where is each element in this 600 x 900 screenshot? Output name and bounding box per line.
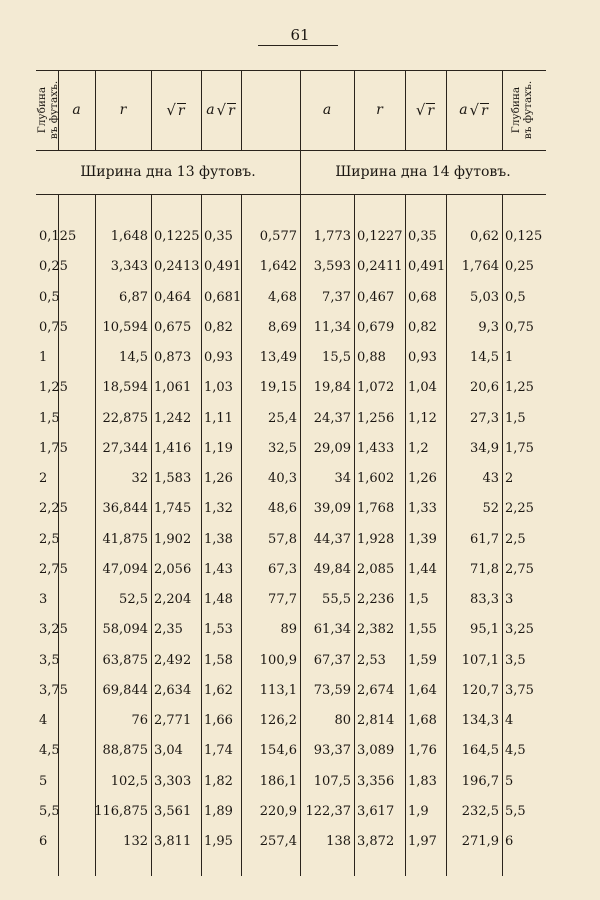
cell-depth-left: 0,75 bbox=[39, 319, 68, 335]
cell-r-left: 2,204 bbox=[154, 592, 192, 607]
cell-a-right: 122,37 bbox=[305, 803, 351, 819]
cell-r-right: 3,617 bbox=[357, 803, 395, 819]
cell-r-left: 2,771 bbox=[154, 713, 192, 728]
cell-a-sqrt-r-right: 95,1 bbox=[470, 622, 499, 638]
cell-a-left: 6,87 bbox=[119, 289, 148, 305]
cell-sqrt-r-right: 1,2 bbox=[408, 440, 429, 456]
cell-sqrt-r-right: 1,68 bbox=[408, 713, 437, 728]
cell-r-right: 3,356 bbox=[357, 773, 395, 789]
cell-sqrt-r-right: 1,5 bbox=[408, 592, 429, 607]
cell-a-left: 36,844 bbox=[102, 501, 148, 517]
cell-sqrt-r-left: 1,32 bbox=[204, 501, 233, 517]
cell-a-right: 1,773 bbox=[313, 229, 351, 244]
cell-sqrt-r-left: 0,93 bbox=[204, 350, 233, 365]
cell-a-sqrt-r-left: 1,642 bbox=[259, 259, 297, 275]
cell-a-sqrt-r-left: 89 bbox=[280, 622, 297, 638]
cell-depth-left: 3,5 bbox=[39, 652, 60, 668]
cell-a-left: 58,094 bbox=[102, 622, 148, 638]
cell-depth-right: 3 bbox=[505, 592, 514, 607]
data-table bbox=[36, 70, 546, 876]
cell-a-right: 61,34 bbox=[313, 622, 351, 638]
cell-sqrt-r-left: 1,82 bbox=[204, 773, 233, 789]
cell-a-left: 14,5 bbox=[119, 350, 148, 365]
cell-depth-left: 1,25 bbox=[39, 380, 68, 396]
cell-a-left: 69,844 bbox=[102, 682, 148, 698]
cell-a-sqrt-r-left: 48,6 bbox=[268, 501, 297, 517]
cell-r-right: 2,53 bbox=[357, 652, 386, 668]
cell-depth-right: 5,5 bbox=[505, 803, 526, 819]
cell-depth-left: 3,75 bbox=[39, 682, 68, 698]
table-row bbox=[36, 585, 546, 615]
cell-depth-left: 2,75 bbox=[39, 561, 68, 577]
cell-sqrt-r-left: 1,74 bbox=[204, 743, 233, 759]
cell-sqrt-r-left: 1,53 bbox=[204, 622, 233, 638]
cell-a-left: 41,875 bbox=[102, 531, 148, 547]
cell-r-right: 0,2411 bbox=[357, 259, 403, 275]
table-row bbox=[36, 525, 546, 555]
cell-a-right: 55,5 bbox=[322, 592, 351, 607]
table-row bbox=[36, 464, 546, 494]
cell-depth-right: 2 bbox=[505, 471, 514, 486]
cell-sqrt-r-left: 0,491 bbox=[204, 259, 242, 275]
table-row bbox=[36, 222, 546, 252]
cell-depth-left: 0,5 bbox=[39, 289, 60, 305]
cell-a-right: 44,37 bbox=[313, 531, 351, 547]
table-row bbox=[36, 373, 546, 403]
cell-depth-right: 3,25 bbox=[505, 622, 534, 638]
cell-a-right: 24,37 bbox=[313, 410, 351, 426]
cell-r-left: 2,492 bbox=[154, 652, 192, 668]
table-row bbox=[36, 615, 546, 645]
cell-r-left: 0,2413 bbox=[154, 259, 200, 275]
header-r-right: r bbox=[376, 102, 383, 118]
cell-sqrt-r-right: 1,83 bbox=[408, 773, 437, 789]
cell-r-right: 1,602 bbox=[357, 471, 395, 486]
cell-sqrt-r-right: 1,64 bbox=[408, 682, 437, 698]
column-divider bbox=[241, 70, 242, 150]
cell-a-sqrt-r-left: 40,3 bbox=[268, 471, 297, 486]
cell-r-right: 2,382 bbox=[357, 622, 395, 638]
cell-sqrt-r-right: 1,55 bbox=[408, 622, 437, 638]
cell-a-sqrt-r-right: 232,5 bbox=[461, 803, 499, 819]
cell-a-left: 32 bbox=[131, 471, 148, 486]
header-r-left: r bbox=[119, 102, 127, 118]
cell-r-left: 2,35 bbox=[154, 622, 183, 638]
cell-depth-left: 6 bbox=[39, 834, 48, 849]
cell-depth-right: 1 bbox=[505, 350, 514, 365]
header-a-sqrt-r-right: a √ r bbox=[459, 101, 488, 119]
cell-sqrt-r-left: 1,11 bbox=[204, 410, 233, 426]
cell-depth-right: 2,5 bbox=[505, 531, 526, 547]
cell-depth-right: 3,75 bbox=[505, 682, 534, 698]
cell-a-sqrt-r-right: 20,6 bbox=[470, 380, 499, 396]
cell-a-right: 34 bbox=[334, 471, 351, 486]
cell-a-sqrt-r-left: 4,68 bbox=[268, 289, 297, 305]
cell-a-sqrt-r-right: 107,1 bbox=[461, 652, 499, 668]
table-row bbox=[36, 313, 546, 343]
header-a-right: a bbox=[322, 102, 332, 118]
cell-a-sqrt-r-right: 43 bbox=[482, 471, 499, 486]
cell-r-left: 2,634 bbox=[154, 682, 192, 698]
header-depth-right: Глубина въ футахъ. bbox=[510, 80, 534, 140]
cell-a-sqrt-r-left: 186,1 bbox=[259, 773, 297, 789]
cell-a-sqrt-r-right: 1,764 bbox=[461, 259, 499, 275]
cell-a-right: 3,593 bbox=[313, 259, 351, 275]
cell-a-sqrt-r-right: 0,62 bbox=[470, 229, 499, 244]
cell-sqrt-r-right: 0,82 bbox=[408, 319, 437, 335]
cell-a-right: 67,37 bbox=[313, 652, 351, 668]
cell-r-left: 1,416 bbox=[154, 440, 192, 456]
cell-a-sqrt-r-right: 134,3 bbox=[461, 713, 499, 728]
cell-a-sqrt-r-left: 13,49 bbox=[259, 350, 297, 365]
cell-a-left: 10,594 bbox=[102, 319, 148, 335]
page-number: 61 bbox=[290, 26, 310, 44]
cell-a-sqrt-r-right: 196,7 bbox=[461, 773, 499, 789]
cell-r-left: 3,04 bbox=[154, 743, 183, 759]
table-row bbox=[36, 767, 546, 797]
table-row bbox=[36, 252, 546, 282]
cell-depth-left: 4 bbox=[39, 713, 48, 728]
cell-depth-left: 1,75 bbox=[39, 440, 68, 456]
cell-a-sqrt-r-left: 19,15 bbox=[259, 380, 297, 396]
cell-r-right: 0,1227 bbox=[357, 229, 403, 244]
cell-a-sqrt-r-left: 154,6 bbox=[259, 743, 297, 759]
table-row bbox=[36, 827, 546, 857]
cell-a-sqrt-r-right: 271,9 bbox=[461, 834, 499, 849]
cell-r-left: 3,303 bbox=[154, 773, 192, 789]
cell-r-right: 2,236 bbox=[357, 592, 395, 607]
cell-a-sqrt-r-left: 113,1 bbox=[259, 682, 297, 698]
cell-a-right: 49,84 bbox=[313, 561, 351, 577]
cell-a-sqrt-r-left: 257,4 bbox=[259, 834, 297, 849]
cell-sqrt-r-left: 1,48 bbox=[204, 592, 233, 607]
cell-sqrt-r-right: 1,76 bbox=[408, 743, 437, 759]
header-depth-left: Глубина въ футахъ. bbox=[36, 80, 60, 140]
cell-r-left: 1,061 bbox=[154, 380, 192, 396]
cell-sqrt-r-right: 1,33 bbox=[408, 501, 437, 517]
cell-a-sqrt-r-left: 67,3 bbox=[268, 561, 297, 577]
cell-sqrt-r-left: 1,03 bbox=[204, 380, 233, 396]
cell-r-right: 2,085 bbox=[357, 561, 395, 577]
cell-r-left: 0,464 bbox=[154, 289, 192, 305]
cell-a-sqrt-r-left: 57,8 bbox=[268, 531, 297, 547]
cell-a-sqrt-r-right: 83,3 bbox=[470, 592, 499, 607]
cell-a-sqrt-r-right: 71,8 bbox=[470, 561, 499, 577]
cell-a-left: 102,5 bbox=[110, 773, 148, 789]
cell-a-right: 29,09 bbox=[313, 440, 351, 456]
cell-depth-right: 1,75 bbox=[505, 440, 534, 456]
cell-r-right: 0,88 bbox=[357, 350, 386, 365]
cell-sqrt-r-right: 1,39 bbox=[408, 531, 437, 547]
cell-r-right: 1,433 bbox=[357, 440, 395, 456]
cell-sqrt-r-right: 1,59 bbox=[408, 652, 437, 668]
cell-sqrt-r-left: 1,58 bbox=[204, 652, 233, 668]
cell-depth-left: 0,25 bbox=[39, 259, 68, 275]
cell-depth-right: 3,5 bbox=[505, 652, 526, 668]
header-a-sqrt-r-left: a √ r bbox=[206, 101, 235, 119]
cell-depth-right: 4 bbox=[505, 713, 514, 728]
cell-sqrt-r-right: 0,491 bbox=[408, 259, 446, 275]
cell-depth-right: 1,25 bbox=[505, 380, 534, 396]
cell-r-right: 1,768 bbox=[357, 501, 395, 517]
section-title-13-feet: Ширина дна 13 футовъ. bbox=[80, 164, 256, 180]
cell-r-right: 3,089 bbox=[357, 743, 395, 759]
cell-r-right: 1,072 bbox=[357, 380, 395, 396]
page-number-rule bbox=[258, 45, 338, 46]
cell-r-left: 3,811 bbox=[154, 834, 192, 849]
cell-a-sqrt-r-left: 126,2 bbox=[259, 713, 297, 728]
table-section-rule bbox=[36, 194, 546, 195]
cell-sqrt-r-right: 0,93 bbox=[408, 350, 437, 365]
cell-depth-left: 2 bbox=[39, 471, 48, 486]
cell-a-right: 93,37 bbox=[313, 743, 351, 759]
cell-a-left: 88,875 bbox=[102, 743, 148, 759]
cell-a-right: 80 bbox=[334, 713, 351, 728]
cell-a-right: 39,09 bbox=[313, 501, 351, 517]
cell-depth-right: 5 bbox=[505, 773, 514, 789]
cell-sqrt-r-right: 0,68 bbox=[408, 289, 437, 305]
cell-depth-right: 0,125 bbox=[505, 229, 543, 244]
cell-depth-left: 5 bbox=[39, 773, 48, 789]
cell-a-right: 107,5 bbox=[313, 773, 351, 789]
cell-a-sqrt-r-right: 164,5 bbox=[461, 743, 499, 759]
cell-sqrt-r-right: 1,97 bbox=[408, 834, 437, 849]
cell-a-sqrt-r-left: 100,9 bbox=[259, 652, 297, 668]
cell-depth-left: 1,5 bbox=[39, 410, 60, 426]
header-sqrt-r-left: √ r bbox=[166, 101, 185, 119]
cell-r-left: 0,1225 bbox=[154, 229, 200, 244]
cell-sqrt-r-left: 1,89 bbox=[204, 803, 233, 819]
cell-a-sqrt-r-left: 77,7 bbox=[268, 592, 297, 607]
cell-sqrt-r-right: 0,35 bbox=[408, 229, 437, 244]
cell-a-left: 47,094 bbox=[102, 561, 148, 577]
cell-depth-right: 0,5 bbox=[505, 289, 526, 305]
cell-a-right: 15,5 bbox=[322, 350, 351, 365]
cell-a-sqrt-r-right: 61,7 bbox=[470, 531, 499, 547]
cell-a-left: 116,875 bbox=[94, 803, 148, 819]
cell-depth-left: 1 bbox=[39, 350, 48, 365]
cell-sqrt-r-left: 1,62 bbox=[204, 682, 233, 698]
cell-r-left: 2,056 bbox=[154, 561, 192, 577]
cell-a-sqrt-r-right: 9,3 bbox=[478, 319, 499, 335]
cell-depth-right: 2,75 bbox=[505, 561, 534, 577]
cell-a-sqrt-r-left: 0,577 bbox=[259, 229, 297, 244]
cell-sqrt-r-left: 0,681 bbox=[204, 289, 242, 305]
cell-depth-right: 1,5 bbox=[505, 410, 526, 426]
table-row bbox=[36, 706, 546, 736]
cell-r-right: 1,256 bbox=[357, 410, 395, 426]
cell-r-left: 3,561 bbox=[154, 803, 192, 819]
cell-a-sqrt-r-right: 5,03 bbox=[470, 289, 499, 305]
table-row bbox=[36, 555, 546, 585]
cell-a-left: 52,5 bbox=[119, 592, 148, 607]
cell-depth-right: 4,5 bbox=[505, 743, 526, 759]
cell-r-left: 0,675 bbox=[154, 319, 192, 335]
cell-a-left: 132 bbox=[123, 834, 148, 849]
cell-sqrt-r-left: 0,35 bbox=[204, 229, 233, 244]
cell-a-left: 76 bbox=[131, 713, 148, 728]
cell-a-left: 27,344 bbox=[102, 440, 148, 456]
cell-r-left: 1,902 bbox=[154, 531, 192, 547]
cell-a-sqrt-r-left: 32,5 bbox=[268, 440, 297, 456]
table-row bbox=[36, 343, 546, 373]
cell-sqrt-r-right: 1,9 bbox=[408, 803, 429, 819]
cell-depth-left: 0,125 bbox=[39, 229, 77, 244]
cell-a-sqrt-r-left: 220,9 bbox=[259, 803, 297, 819]
cell-sqrt-r-left: 1,26 bbox=[204, 471, 233, 486]
cell-depth-right: 2,25 bbox=[505, 501, 534, 517]
cell-a-left: 63,875 bbox=[102, 652, 148, 668]
cell-a-sqrt-r-right: 34,9 bbox=[470, 440, 499, 456]
cell-a-right: 138 bbox=[326, 834, 351, 849]
table-row bbox=[36, 736, 546, 766]
table-row bbox=[36, 404, 546, 434]
cell-sqrt-r-right: 1,12 bbox=[408, 410, 437, 426]
cell-r-left: 1,583 bbox=[154, 471, 192, 486]
cell-a-left: 1,648 bbox=[110, 229, 148, 244]
cell-a-right: 73,59 bbox=[313, 682, 351, 698]
cell-a-right: 7,37 bbox=[322, 289, 351, 305]
cell-a-left: 22,875 bbox=[102, 410, 148, 426]
cell-a-right: 11,34 bbox=[313, 319, 351, 335]
cell-r-left: 0,873 bbox=[154, 350, 192, 365]
cell-depth-right: 0,25 bbox=[505, 259, 534, 275]
cell-depth-left: 5,5 bbox=[39, 803, 60, 819]
header-a-left: a bbox=[72, 102, 81, 118]
cell-r-right: 0,467 bbox=[357, 289, 395, 305]
cell-depth-left: 2,5 bbox=[39, 531, 60, 547]
table-row bbox=[36, 646, 546, 676]
cell-depth-left: 3 bbox=[39, 592, 48, 607]
table-row bbox=[36, 494, 546, 524]
cell-r-left: 1,242 bbox=[154, 410, 192, 426]
cell-depth-left: 2,25 bbox=[39, 501, 68, 517]
cell-r-right: 0,679 bbox=[357, 319, 395, 335]
cell-a-sqrt-r-left: 8,69 bbox=[268, 319, 297, 335]
cell-sqrt-r-right: 1,44 bbox=[408, 561, 437, 577]
cell-sqrt-r-left: 1,66 bbox=[204, 713, 233, 728]
cell-a-sqrt-r-left: 25,4 bbox=[268, 410, 297, 426]
column-divider bbox=[502, 70, 503, 150]
cell-sqrt-r-left: 1,95 bbox=[204, 834, 233, 849]
cell-r-right: 2,814 bbox=[357, 713, 395, 728]
cell-a-sqrt-r-right: 120,7 bbox=[461, 682, 499, 698]
cell-sqrt-r-right: 1,26 bbox=[408, 471, 437, 486]
table-row bbox=[36, 676, 546, 706]
cell-a-left: 3,343 bbox=[110, 259, 148, 275]
section-title-14-feet: Ширина дна 14 футовъ. bbox=[335, 164, 511, 180]
cell-a-sqrt-r-right: 52 bbox=[482, 501, 499, 517]
cell-sqrt-r-left: 1,43 bbox=[204, 561, 233, 577]
cell-sqrt-r-left: 1,38 bbox=[204, 531, 233, 547]
table-row bbox=[36, 797, 546, 827]
cell-depth-left: 3,25 bbox=[39, 622, 68, 638]
cell-sqrt-r-left: 1,19 bbox=[204, 440, 233, 456]
cell-a-right: 19,84 bbox=[313, 380, 351, 396]
cell-r-right: 2,674 bbox=[357, 682, 395, 698]
table-row bbox=[36, 283, 546, 313]
cell-r-right: 1,928 bbox=[357, 531, 395, 547]
cell-r-left: 1,745 bbox=[154, 501, 192, 517]
cell-r-right: 3,872 bbox=[357, 834, 395, 849]
cell-a-left: 18,594 bbox=[102, 380, 148, 396]
cell-depth-right: 0,75 bbox=[505, 319, 534, 335]
cell-sqrt-r-left: 0,82 bbox=[204, 319, 233, 335]
cell-depth-left: 4,5 bbox=[39, 743, 60, 759]
cell-a-sqrt-r-right: 27,3 bbox=[470, 410, 499, 426]
table-row bbox=[36, 434, 546, 464]
cell-depth-right: 6 bbox=[505, 834, 514, 849]
cell-a-sqrt-r-right: 14,5 bbox=[470, 350, 499, 365]
header-sqrt-r-right: √ r bbox=[415, 101, 435, 119]
cell-sqrt-r-right: 1,04 bbox=[408, 380, 437, 396]
